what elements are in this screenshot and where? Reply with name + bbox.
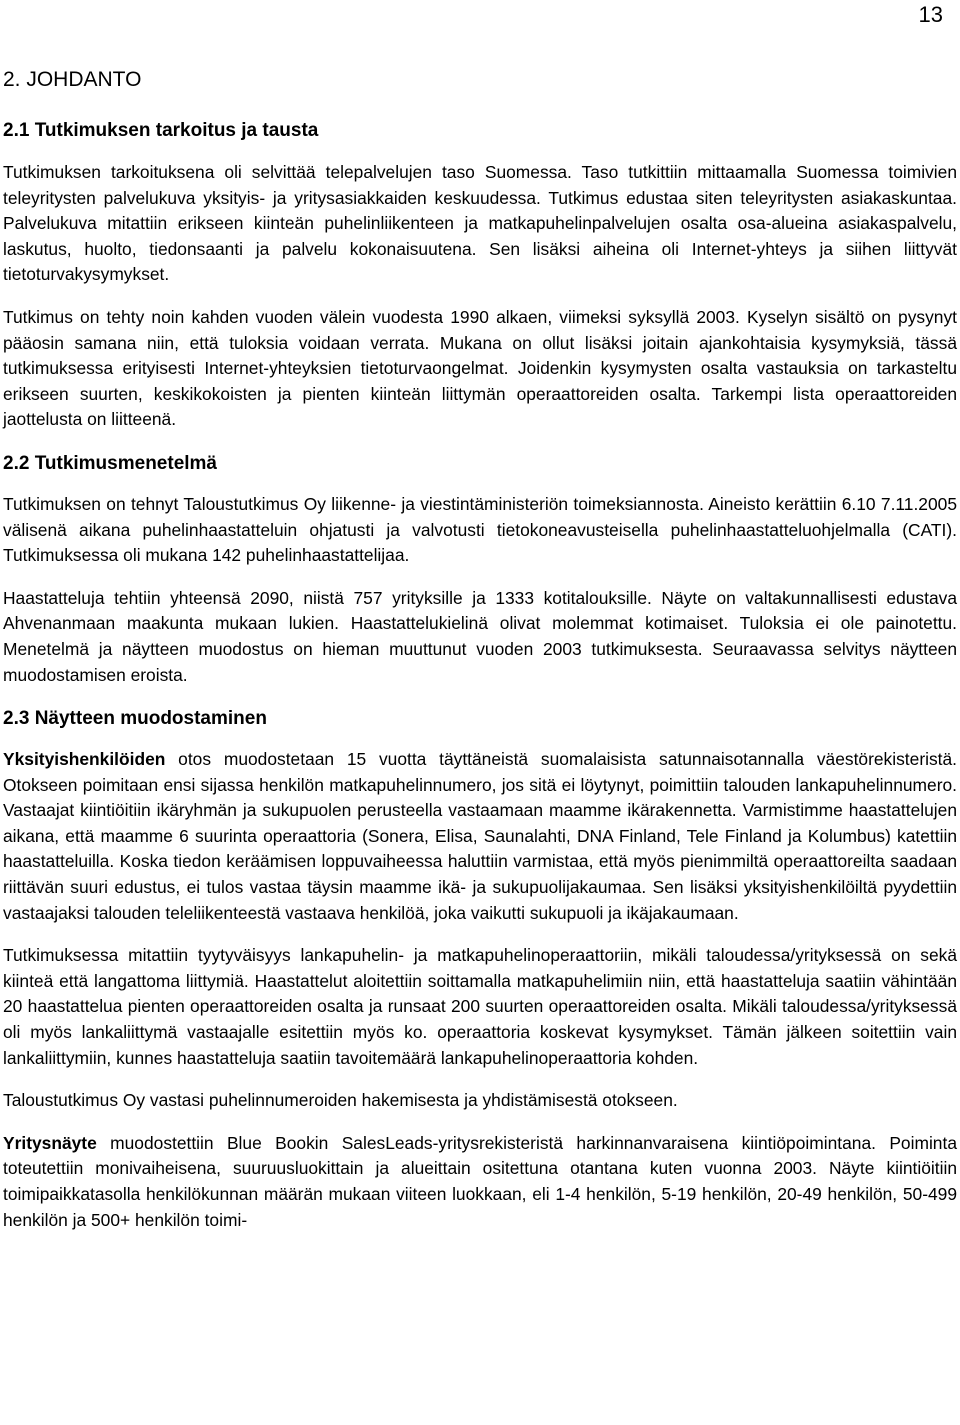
paragraph-lead: Yksityishenkilöiden [3,749,166,770]
paragraph-lead: Yritysnäyte [3,1132,97,1153]
paragraph: Tutkimuksessa mitattiin tyytyväisyys lankapuhelin- ja matkapuhelinoperaattoriin, mikäli taloudessa/yrityksessä on sekä kiinteä että langattoma liittymiä. Haastattelut aloitettiin soittamalla matkapuhelimiin niin, että haastatteluja saatiin vähintään 20 haastattelua pienten operaattoreiden osalta ja runsaat 200 suurten operaattoreiden osalta. Mikäli taloudessa/yrityksessä oli myös lankaliittymä vastaajalle esitettiin myös ko. operaattoria koskevat kysymykset. Tämän jälkeen soitettiin vain lankaliittymiin, kunnes haastatteluja saatiin tavoitemäärä lankapuhelinoperaattoria kohden. [3,945,957,1068]
paragraph: Tutkimuksen tarkoituksena oli selvittää telepalvelujen taso Suomessa. Taso tutkittiin mittaamalla Suomessa toimivien teleyritysten palvelukuva yksityis- ja yritysasiakkaiden keskuudessa. Tutkimus edustaa siten teleyritysten asiakaskuntaa. Palvelukuva mitattiin erikseen kiinteän puhelinliikenteen ja matkapuhelinpalvelujen osalta osa-alueina asiakaspalvelu, laskutus, huolto, tiedonsaanti ja palvelu kokonaisuutena. Sen lisäksi aiheina oli Internet-yhteys ja siihen liittyvät tietoturvakysymykset. [3,162,957,285]
section-heading: 2.3 Näytteen muodostaminen [3,708,267,730]
paragraph [3,1131,957,1233]
paragraph: Tutkimus on tehty noin kahden vuoden välein vuodesta 1990 alkaen, viimeksi syksyllä 2003. Kyselyn sisältö on pysynyt pääosin samana niin, että tuloksia voidaan verrata. Mukana on ollut lisäksi joitain ajankohtaisia kysymyksiä, tässä tutkimuksessa erityisesti Internet-yhteyksien tietoturvaongelmat. Joidenkin kysymysten osalta vastauksia on tarkasteltu erikseen suurten, keskikokoisten ja pienten kiinteän liittymän operaattoreiden osalta. Tarkempi lista operaattoreiden jaottelusta on liitteenä. [3,306,957,430]
chapter-title: 2. JOHDANTO [3,68,142,91]
paragraph [3,747,957,926]
paragraph: Haastatteluja tehtiin yhteensä 2090, niistä 757 yrityksille ja 1333 kotitalouksille. Näyte on valtakunnallisesti edustava Ahvenanmaan maakunta mukaan lukien. Haastattelukielinä olivat molemmat kotimaiset. Tuloksia ei ole painotettu. Menetelmä ja näytteen muodostus on hieman muuttunut vuoden 2003 tutkimuksesta. Seuraavassa selvitys näytteen muodostamisen eroista. [3,587,957,685]
section-heading: 2.2 Tutkimusmenetelmä [3,452,218,474]
page-number: 13 [918,2,943,27]
section-heading: 2.1 Tutkimuksen tarkoitus ja tausta [3,120,319,141]
paragraph: Taloustutkimus Oy vastasi puhelinnumeroiden hakemisesta ja yhdistämisestä otokseen. [3,1090,678,1111]
paragraph: Tutkimuksen on tehnyt Taloustutkimus Oy liikenne- ja viestintäministeriön toimeksiannosta. Aineisto kerättiin 6.10 7.11.2005 välisenä aikana puhelinhaastatteluin ohjatusti ja valvotusti tietokoneavusteisella puhelinhaastatteluohjelmalla (CATI). Tutkimuksessa oli mukana 142 puhelinhaastattelijaa. [3,493,957,566]
page-body [3,66,957,1233]
paragraph-text: muodostettiin Blue Bookin SalesLeads-yritysrekisteristä harkinnanvaraisena kiintiöpoimintana. Poiminta toteutettiin monivaiheisena, suuruusluokittain ja alueittain ositettuna otantana kuten vuonna 2003. Näyte kiintiöitiin toimipaikkatasolla henkilökunnan määrän mukaan viiteen luokkaan, eli 1-4 henkilön, 5-19 henkilön, 20-49 henkilön, 50-499 henkilön ja 500+ henkilön toimi- [3,1132,957,1230]
paragraph-text: otos muodostetaan 15 vuotta täyttäneistä suomalaisista satunnaisotannalla väestörekisteristä. Otokseen poimitaan ensi sijassa henkilön matkapuhelinnumero, jos sitä ei löytynyt, poimittiin talouden lankapuhelinnumero. Vastaajat kiintiöitiin ikäryhmän ja sukupuolen perusteella vastaamaan maamme ikärakennetta. Varmistimme haastattelujen aikana, että maamme 6 suurinta operaattoria (Sonera, Elisa, Saunalahti, DNA Finland, Tele Finland ja Kolumbus) katettiin haastatteluilla. Koska tiedon keräämisen loppuvaiheessa haluttiin varmistaa, että myös pienimmiltä operaattoreilta saadaan riittävän suuri edustus, ei tulos vastaa täysin maamme ikä- ja sukupuolijakaumaa. Sen lisäksi yksityishenkilöiltä pyydettiin vastaajaksi talouden teleliikenteestä vastaava henkilöä, joka vaikutti sukupuoli ja ikäjakaumaan. [3,749,957,923]
